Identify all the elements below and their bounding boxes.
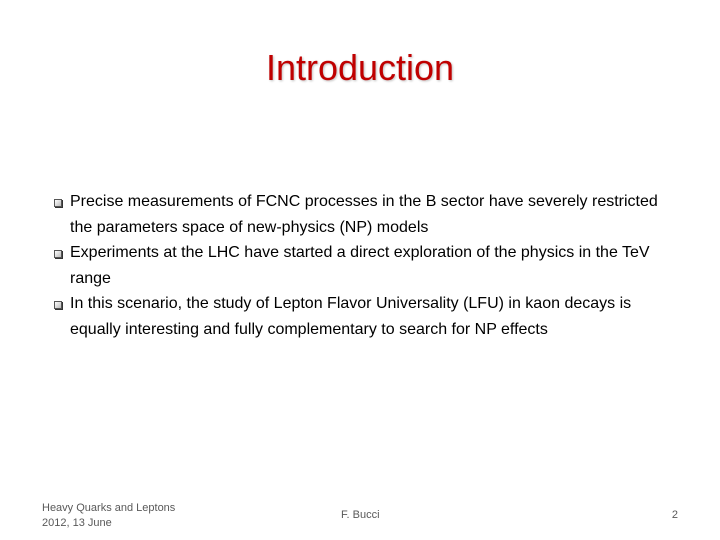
page-number: 2	[671, 509, 678, 521]
slide-title: Introduction	[265, 47, 455, 88]
footer-conference	[42, 501, 175, 531]
footer-author: F. Bucci	[341, 509, 380, 521]
square-bullet-icon	[54, 301, 62, 309]
bullet-text: Precise measurements of FCNC processes in the B sector have severely restricted the parameters space of new-physics (NP) models	[70, 193, 658, 236]
square-bullet-icon	[54, 199, 62, 207]
square-bullet-icon	[54, 250, 62, 258]
footer-conference-name: Heavy Quarks and Leptons	[42, 502, 176, 514]
bullet-list	[52, 189, 682, 342]
bullet-item	[52, 189, 682, 240]
bullet-text: Experiments at the LHC have started a direct exploration of the physics in the TeV range	[70, 244, 650, 287]
bullet-text: In this scenario, the study of Lepton Flavor Universality (LFU) in kaon decays is equally interesting and fully complementary to search for NP effects	[70, 295, 632, 338]
bullet-item	[52, 240, 682, 291]
bullet-item	[52, 291, 682, 342]
footer-conference-date: 2012, 13 June	[42, 517, 112, 529]
